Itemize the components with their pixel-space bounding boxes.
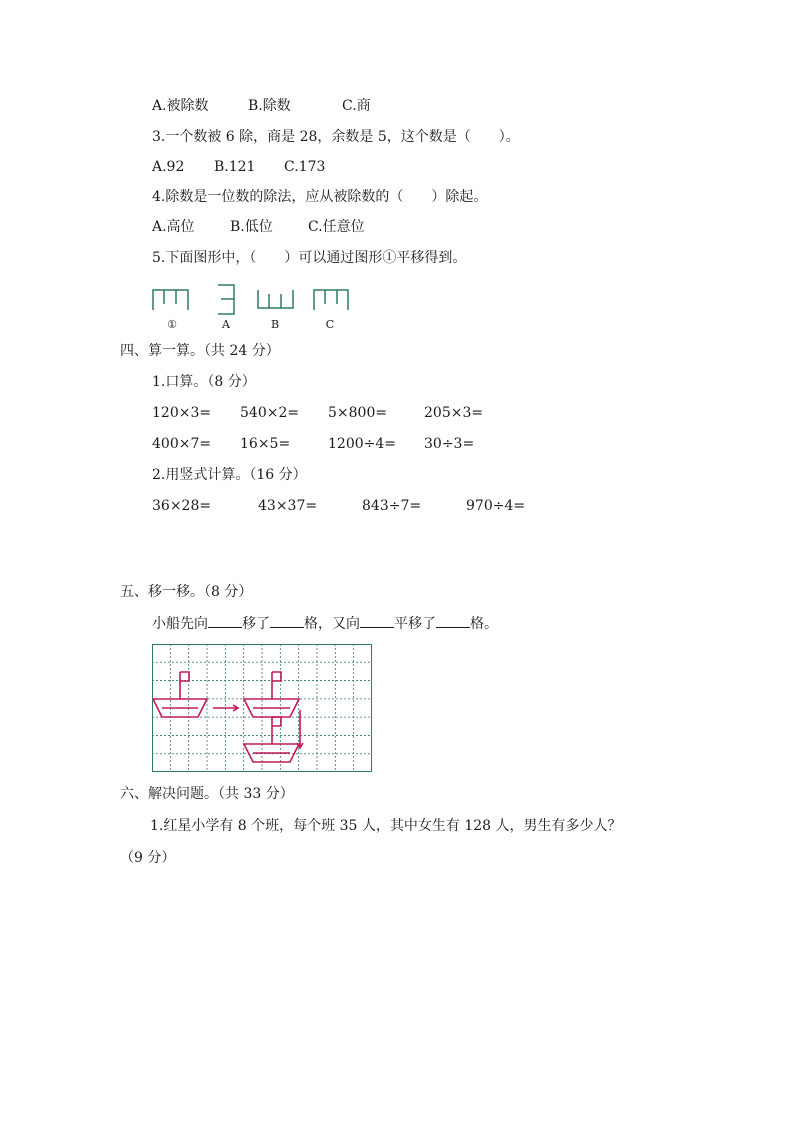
section5-title: 五、移一移。（8 分） — [120, 584, 253, 600]
vertical-item: 36×28= — [152, 498, 212, 514]
oral-item: 30÷3= — [424, 436, 475, 452]
vertical-title: 2.用竖式计算。（16 分） — [152, 467, 307, 483]
section6-title: 六、解决问题。（共 33 分） — [120, 786, 294, 802]
figure-c-shape — [314, 290, 348, 310]
answer-blank-3[interactable] — [360, 615, 394, 628]
q2-option-a: A.被除数 — [152, 98, 209, 114]
figure-label-1: ① — [167, 318, 177, 331]
answer-blank-2[interactable] — [270, 615, 304, 628]
oral-item: 205×3= — [424, 405, 484, 421]
oral-item: 120×3= — [152, 405, 212, 421]
boat-end — [244, 717, 299, 762]
boat-middle — [244, 672, 299, 717]
figure-label-a: A — [222, 318, 230, 331]
answer-blank-1[interactable] — [208, 615, 242, 628]
question-part-1: 小船先向 — [152, 616, 208, 632]
question-part-3: 格，又向 — [304, 616, 360, 632]
section5-question — [152, 615, 498, 633]
oral-item: 1200÷4= — [328, 436, 396, 452]
q4-option-c: C.任意位 — [308, 219, 365, 235]
figure-1-shape — [153, 290, 188, 310]
oral-item: 16×5= — [240, 436, 291, 452]
figure-label-b: B — [270, 318, 280, 331]
boat-start — [153, 672, 207, 717]
question-part-4: 平移了 — [394, 616, 436, 632]
vertical-item: 843÷7= — [362, 498, 422, 514]
section6-q1-line1: 1.红星小学有 8 个班，每个班 35 人，其中女生有 128 人，男生有多少人？ — [150, 818, 622, 834]
q3-option-b: B.121 — [214, 159, 256, 175]
section4-title: 四、算一算。（共 24 分） — [120, 343, 280, 359]
vertical-row — [152, 497, 525, 515]
q3-option-c: C.173 — [284, 159, 326, 175]
oral-item: 5×800= — [328, 405, 388, 421]
question-part-2: 移了 — [242, 616, 270, 632]
q4-text: 4.除数是一位数的除法，应从被除数的（ ）除起。 — [152, 189, 488, 205]
q3-options — [152, 158, 325, 176]
q2-option-b: B.除数 — [248, 98, 291, 114]
vertical-item: 43×37= — [258, 498, 318, 514]
q2-option-c: C.商 — [342, 98, 371, 114]
section6-q1-line2: （9 分） — [120, 850, 176, 866]
vertical-item: 970÷4= — [466, 498, 526, 514]
q4-option-a: A.高位 — [152, 219, 195, 235]
q2-options — [152, 97, 371, 115]
question-part-5: 格。 — [470, 616, 498, 632]
figure-label-c: C — [325, 318, 335, 331]
oral-row-1 — [152, 404, 483, 422]
down-arrow — [297, 710, 303, 748]
q3-option-a: A.92 — [152, 159, 185, 175]
q5-figures — [148, 282, 358, 318]
oral-item: 400×7= — [152, 436, 212, 452]
answer-blank-4[interactable] — [436, 615, 470, 628]
oral-title: 1.口算。（8 分） — [152, 374, 256, 390]
q3-text: 3.一个数被 6 除，商是 28，余数是 5，这个数是（ ）。 — [152, 129, 520, 145]
q4-option-b: B.低位 — [230, 219, 273, 235]
boat-grid — [152, 644, 374, 774]
oral-row-2 — [152, 435, 474, 453]
figure-b-shape — [258, 290, 293, 308]
q4-options — [152, 218, 365, 236]
q5-text: 5.下面图形中，（ ）可以通过图形①平移得到。 — [152, 250, 467, 266]
oral-item: 540×2= — [240, 405, 300, 421]
